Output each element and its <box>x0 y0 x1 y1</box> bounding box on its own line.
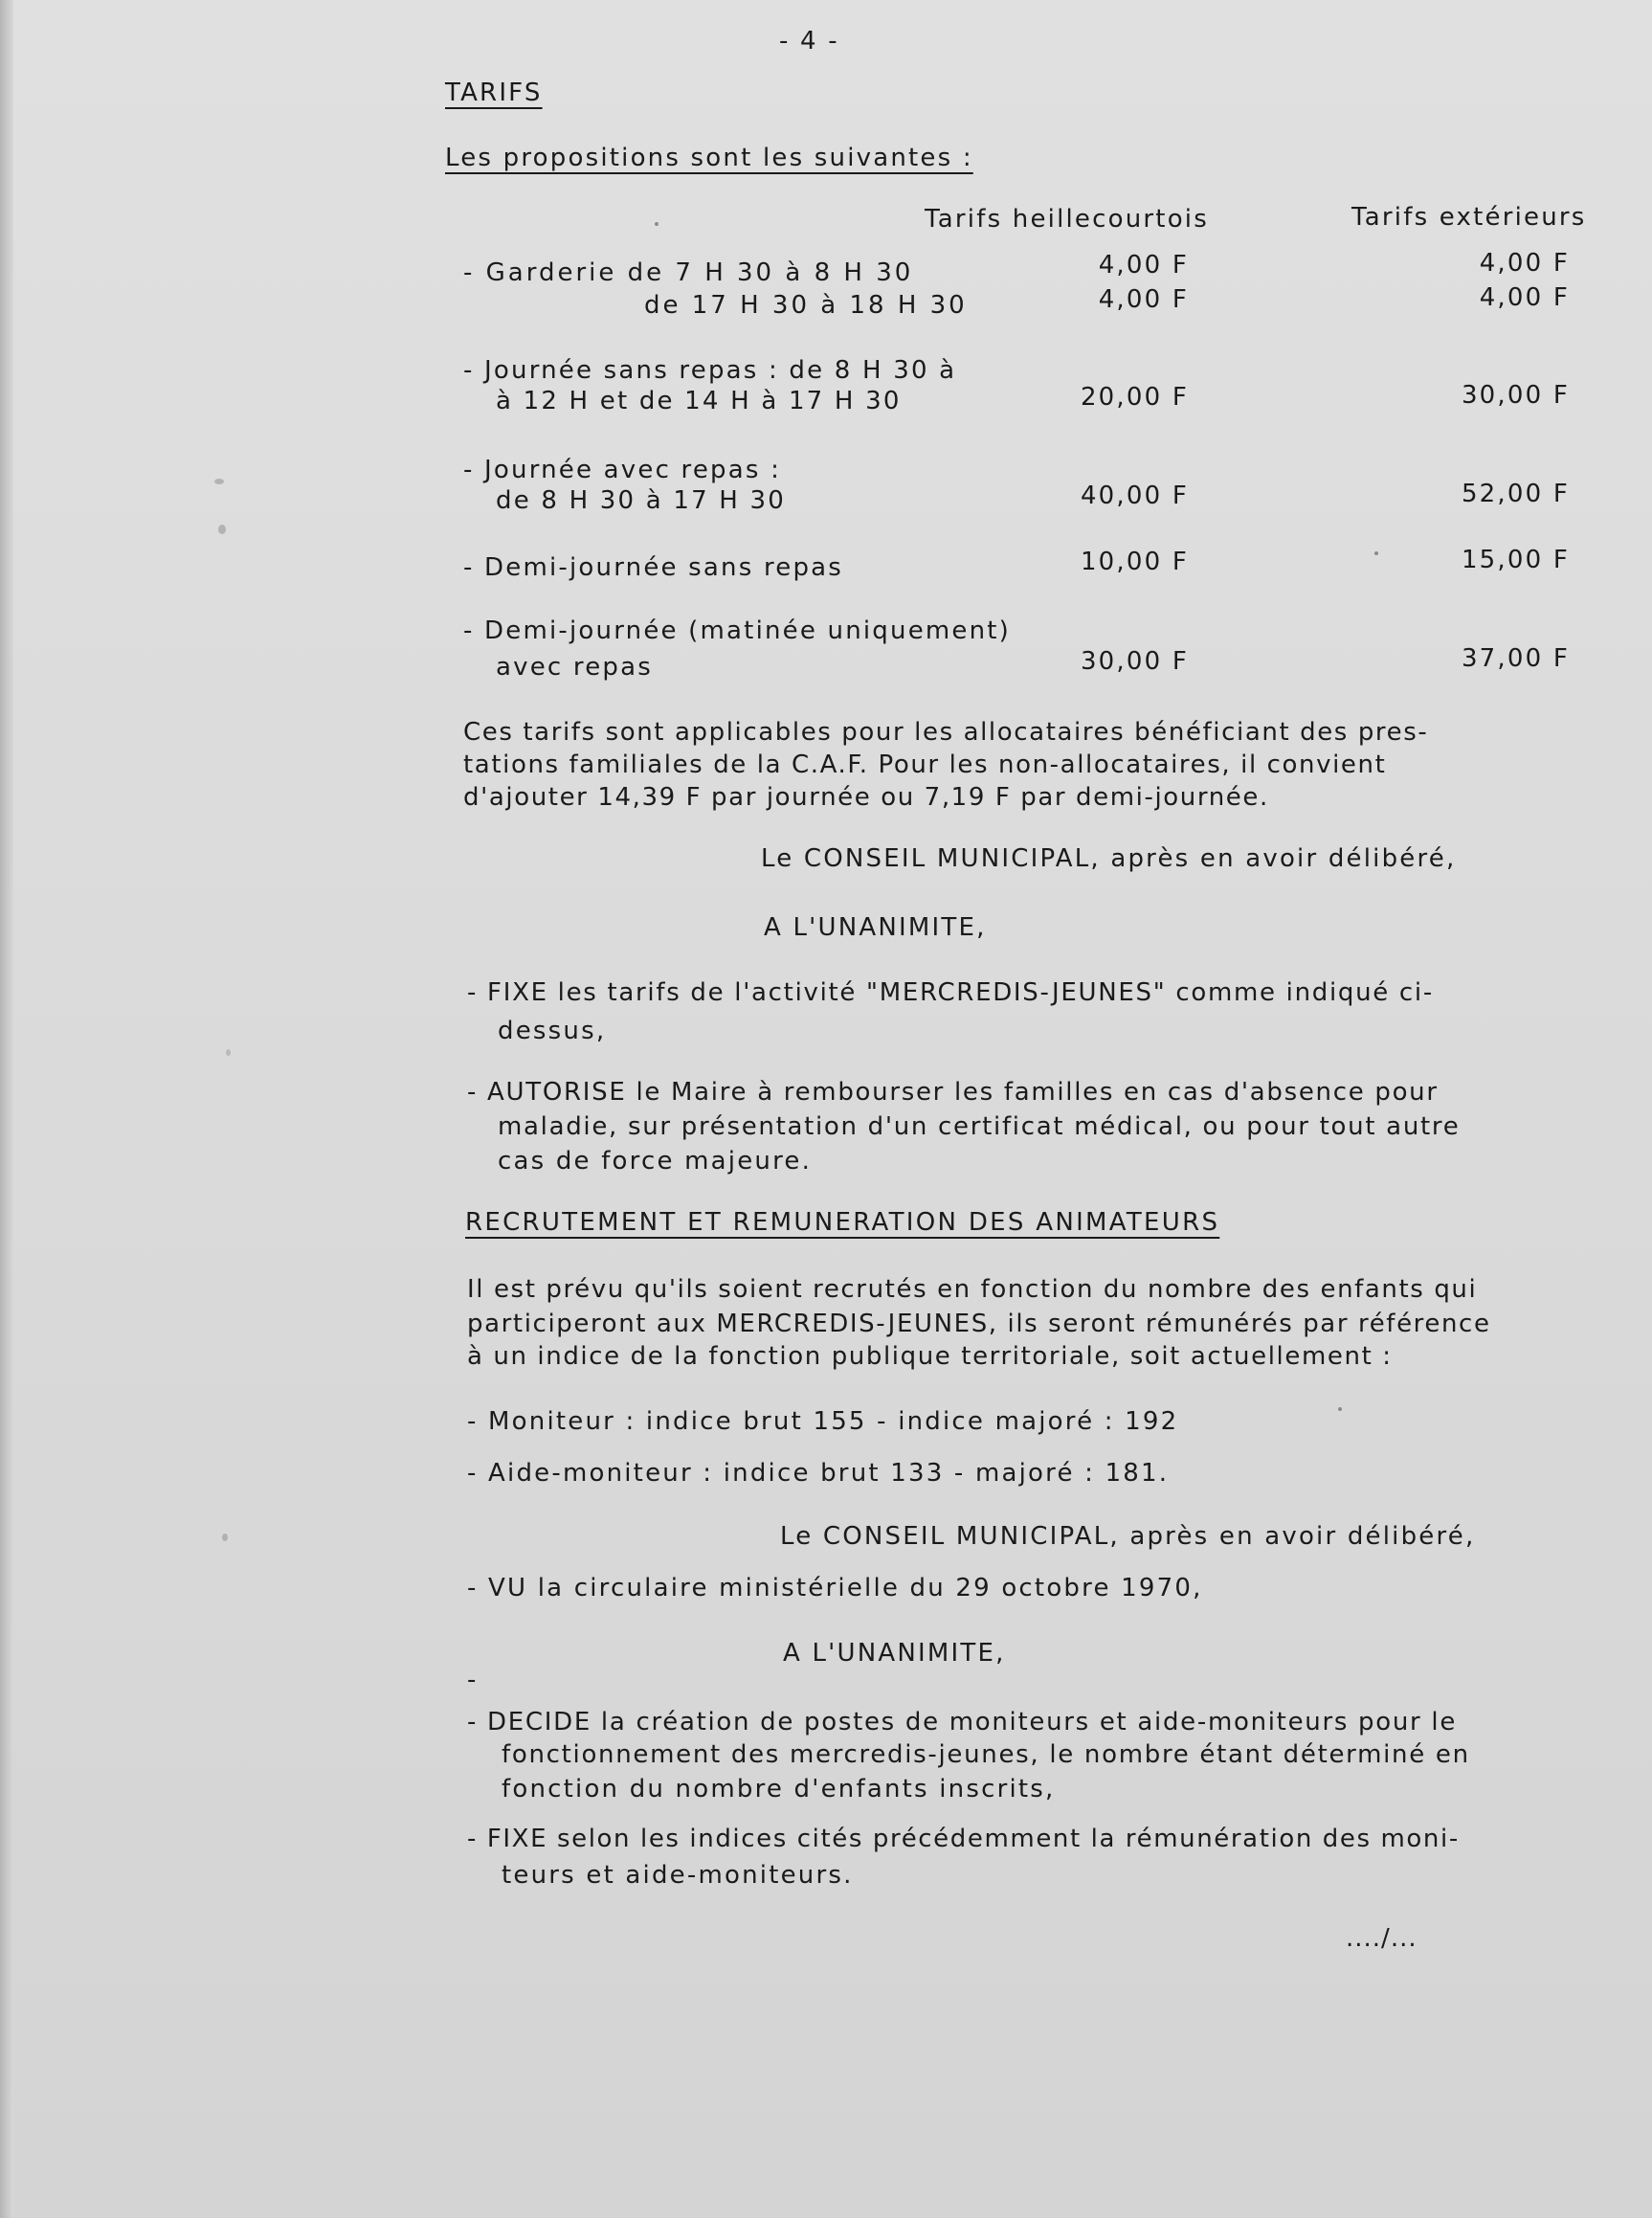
continuation-mark: ..../... <box>1346 1924 1418 1953</box>
tarifs-autorise-line-2: maladie, sur présentation d'un certificat médical, ou pour tout autre <box>498 1112 1461 1141</box>
section-heading-recrutement: RECRUTEMENT ET REMUNERATION DES ANIMATEURS <box>465 1208 1220 1237</box>
tarifs-fixe-line-2: dessus, <box>498 1017 607 1045</box>
recrutement-para-line-1: Il est prévu qu'ils soient recrutés en fonction du nombre des enfants qui <box>467 1275 1478 1304</box>
recrutement-decide-line-3: fonction du nombre d'enfants inscrits, <box>502 1775 1056 1804</box>
tarif-row-sans-repas-label-2: à 12 H et de 14 H à 17 H 30 <box>496 387 902 415</box>
recrutement-vu-circulaire: - VU la circulaire ministérielle du 29 octobre 1970, <box>467 1574 1203 1602</box>
tarifs-note-line-3: d'ajouter 14,39 F par journée ou 7,19 F par demi-journée. <box>463 783 1269 812</box>
tarif-row-sans-repas-ext: 30,00 F <box>1461 381 1570 410</box>
tarif-row-avec-repas-ext: 52,00 F <box>1461 480 1570 508</box>
scan-speck <box>218 525 226 534</box>
tarif-row-demi-matinee-label-1: - Demi-journée (matinée uniquement) <box>463 616 1012 645</box>
scan-speck <box>214 479 224 484</box>
scan-speck <box>1374 551 1378 555</box>
tarif-row-demi-matinee-label-2: avec repas <box>496 653 653 682</box>
tarifs-note-line-2: tations familiales de la C.A.F. Pour les non-allocataires, il convient <box>463 751 1387 779</box>
tarifs-unanimite: A L'UNANIMITE, <box>764 913 987 942</box>
tarif-row-demi-matinee-local: 30,00 F <box>1080 647 1189 676</box>
tarif-row-avec-repas-local: 40,00 F <box>1080 482 1189 510</box>
tarif-row-garderie-local-2: 4,00 F <box>1098 285 1189 314</box>
scan-speck <box>222 1534 228 1541</box>
tarifs-conseil-statement: Le CONSEIL MUNICIPAL, après en avoir délibéré, <box>761 844 1457 873</box>
tarif-row-garderie-label-2: de 17 H 30 à 18 H 30 <box>644 291 968 320</box>
recrutement-unanimite: A L'UNANIMITE, <box>783 1639 1006 1668</box>
tarif-row-avec-repas-label-1: - Journée avec repas : <box>463 456 782 484</box>
tarif-row-demi-sans-repas-label: - Demi-journée sans repas <box>463 553 844 582</box>
tarif-row-garderie-label-1: - Garderie de 7 H 30 à 8 H 30 <box>463 258 914 287</box>
column-header-exterieur: Tarifs extérieurs <box>1351 203 1587 232</box>
tarif-row-garderie-local-1: 4,00 F <box>1098 251 1189 280</box>
recrutement-conseil-statement: Le CONSEIL MUNICIPAL, après en avoir délibéré, <box>780 1522 1476 1551</box>
page-edge-shadow <box>0 0 13 2218</box>
recrutement-stray-dash: - <box>467 1666 479 1694</box>
tarifs-fixe-line-1: - FIXE les tarifs de l'activité "MERCREDIS-JEUNES" comme indiqué ci- <box>467 978 1434 1007</box>
recrutement-fixe-line-1: - FIXE selon les indices cités précédemment la rémunération des moni- <box>467 1825 1460 1853</box>
recrutement-moniteur: - Moniteur : indice brut 155 - indice majoré : 192 <box>467 1407 1179 1436</box>
tarif-row-sans-repas-label-1: - Journée sans repas : de 8 H 30 à <box>463 356 957 385</box>
tarifs-note-line-1: Ces tarifs sont applicables pour les allocataires bénéficiant des pres- <box>463 718 1429 747</box>
recrutement-decide-line-1: - DECIDE la création de postes de moniteurs et aide-moniteurs pour le <box>467 1708 1458 1736</box>
scan-speck <box>226 1049 231 1056</box>
tarif-row-demi-sans-repas-ext: 15,00 F <box>1461 546 1570 574</box>
recrutement-aide-moniteur: - Aide-moniteur : indice brut 133 - majoré : 181. <box>467 1459 1170 1488</box>
tarif-row-garderie-ext-2: 4,00 F <box>1479 283 1570 312</box>
scan-speck <box>1338 1407 1342 1411</box>
tarif-row-garderie-ext-1: 4,00 F <box>1479 249 1570 278</box>
tarifs-intro: Les propositions sont les suivantes : <box>445 144 973 172</box>
recrutement-para-line-3: à un indice de la fonction publique territoriale, soit actuellement : <box>467 1342 1393 1371</box>
scan-speck <box>655 222 659 226</box>
tarif-row-sans-repas-local: 20,00 F <box>1080 383 1189 412</box>
column-header-local: Tarifs heillecourtois <box>925 205 1209 234</box>
recrutement-para-line-2: participeront aux MERCREDIS-JEUNES, ils seront rémunérés par référence <box>467 1310 1491 1338</box>
recrutement-fixe-line-2: teurs et aide-moniteurs. <box>502 1861 854 1890</box>
tarif-row-demi-sans-repas-local: 10,00 F <box>1080 548 1189 576</box>
recrutement-decide-line-2: fonctionnement des mercredis-jeunes, le nombre étant déterminé en <box>502 1740 1470 1769</box>
tarif-row-demi-matinee-ext: 37,00 F <box>1461 644 1570 673</box>
page-number: - 4 - <box>779 27 839 56</box>
tarifs-autorise-line-1: - AUTORISE le Maire à rembourser les familles en cas d'absence pour <box>467 1078 1439 1107</box>
section-heading-tarifs: TARIFS <box>445 78 543 107</box>
tarif-row-avec-repas-label-2: de 8 H 30 à 17 H 30 <box>496 486 786 515</box>
tarifs-autorise-line-3: cas de force majeure. <box>498 1147 813 1176</box>
